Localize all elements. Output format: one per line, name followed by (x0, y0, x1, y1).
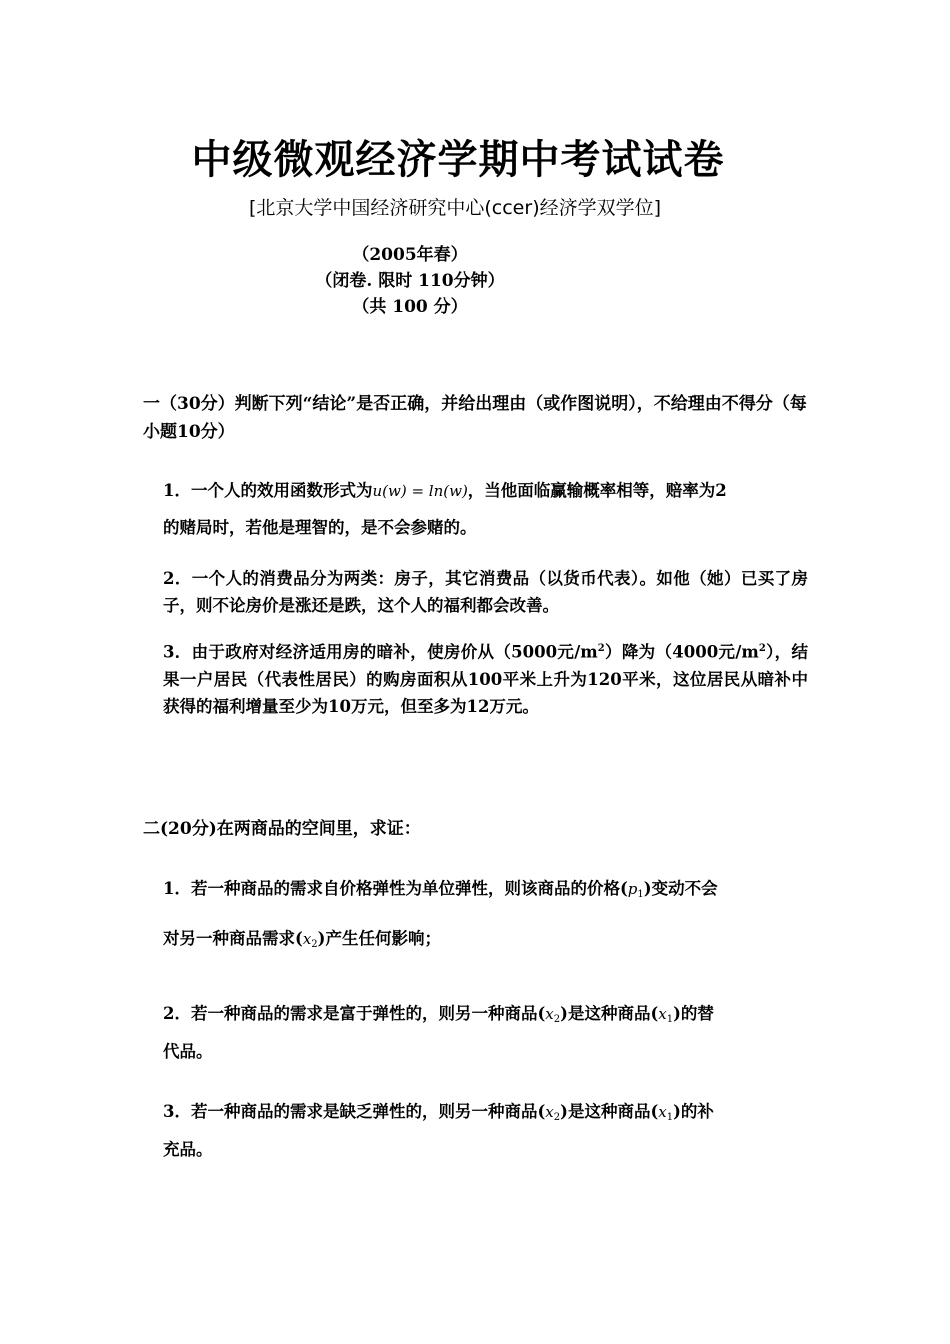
sub-2: 2 (553, 1014, 561, 1025)
s2-q1-line2 (163, 925, 808, 958)
var-x: x (302, 930, 312, 948)
sub-1: 1 (666, 1014, 674, 1025)
var-x: x (545, 1103, 554, 1121)
var-p: p (627, 880, 638, 898)
s1-q3-part-a: 3．由于政府对经济适用房的暗补，使房价从（5000元/m (163, 642, 598, 662)
s2-q3-part-c: )的补 (673, 1102, 714, 1121)
exam-format: （闭卷. 限时 110分钟） (315, 271, 505, 291)
s1-q1-line2: 的赌局时，若他是理智的，是不会参赌的。 (163, 518, 477, 537)
s2-q3-part-b: )是这种商品( (560, 1102, 659, 1121)
s2-q2-part-c: )的替 (673, 1004, 714, 1023)
s2-q1-part-d: )产生任何影响； (317, 929, 441, 948)
var-x: x (658, 1103, 667, 1121)
section2-heading: 二(20分)在两商品的空间里，求证： (143, 819, 421, 839)
sub-1: 1 (666, 1112, 674, 1123)
s2-q2-var-x1 (658, 1005, 673, 1023)
exam-subtitle: [北京大学中国经济研究中心(ccer)经济学双学位] (248, 197, 662, 219)
s2-q2-part-a: 2．若一种商品的需求是富于弹性的，则另一种商品( (163, 1004, 546, 1023)
s2-q2-line2: 代品。 (163, 1042, 213, 1061)
s2-q2-part-b: )是这种商品( (560, 1004, 659, 1023)
s2-q1-var-p1 (628, 880, 644, 898)
s1-question-3 (163, 635, 808, 720)
s1-question-1 (163, 477, 808, 505)
var-x: x (658, 1005, 667, 1023)
s1-q1-text-pre: 1．一个人的效用函数形式为 (163, 481, 373, 500)
sub-2: 2 (311, 939, 318, 950)
s2-q3-var-x2 (545, 1103, 560, 1121)
s1-q3-sup-a: 2 (597, 643, 605, 654)
s2-question-1 (163, 875, 808, 908)
s2-q3-var-x1 (658, 1103, 673, 1121)
s1-q1-text-post: ，当他面临赢输概率相等，赔率为2 (467, 481, 727, 500)
exam-total-score: （共 100 分） (352, 297, 468, 317)
s2-q1-part-c: 对另一种商品需求( (163, 929, 303, 948)
sub-2: 2 (553, 1112, 561, 1123)
s1-q3-part-b: ）降为（4000元/m (604, 642, 759, 662)
s1-q3-sup-b: 2 (758, 643, 766, 654)
s2-question-3 (163, 1098, 808, 1131)
exam-title: 中级微观经济学期中考试试卷 (191, 136, 725, 183)
section1-heading: 一（30分）判断下列“结论”是否正确，并给出理由（或作图说明），不给理由不得分（每小题10分） (143, 394, 807, 442)
s1-q3-part-c: ），结果一户居民（代表性居民）的购房面积从100平米上升为120平米，这位居民从暗补中获得的福利增量至少为10万元，但至多为12万元。 (163, 642, 809, 716)
s1-question-2: 2．一个人的消费品分为两类：房子，其它消费品（以货币代表）。如他（她）已买了房子，则不论房价是涨还是跌，这个人的福利都会改善。 (163, 569, 808, 615)
s2-q3-line2: 充品。 (163, 1140, 213, 1159)
s2-question-2 (163, 1000, 808, 1033)
var-x: x (545, 1005, 554, 1023)
s2-q2-var-x2 (545, 1005, 560, 1023)
sub-1: 1 (637, 889, 644, 900)
s1-q1-formula: u(w) = ln(w) (372, 482, 468, 500)
s2-q1-var-x2 (303, 930, 318, 948)
s2-q1-part-b: )变动不会 (643, 879, 718, 898)
exam-term: （2005年春） (352, 245, 468, 265)
s2-q3-part-a: 3．若一种商品的需求是缺乏弹性的，则另一种商品( (163, 1102, 546, 1121)
s2-q1-part-a: 1．若一种商品的需求自价格弹性为单位弹性，则该商品的价格( (163, 879, 628, 898)
